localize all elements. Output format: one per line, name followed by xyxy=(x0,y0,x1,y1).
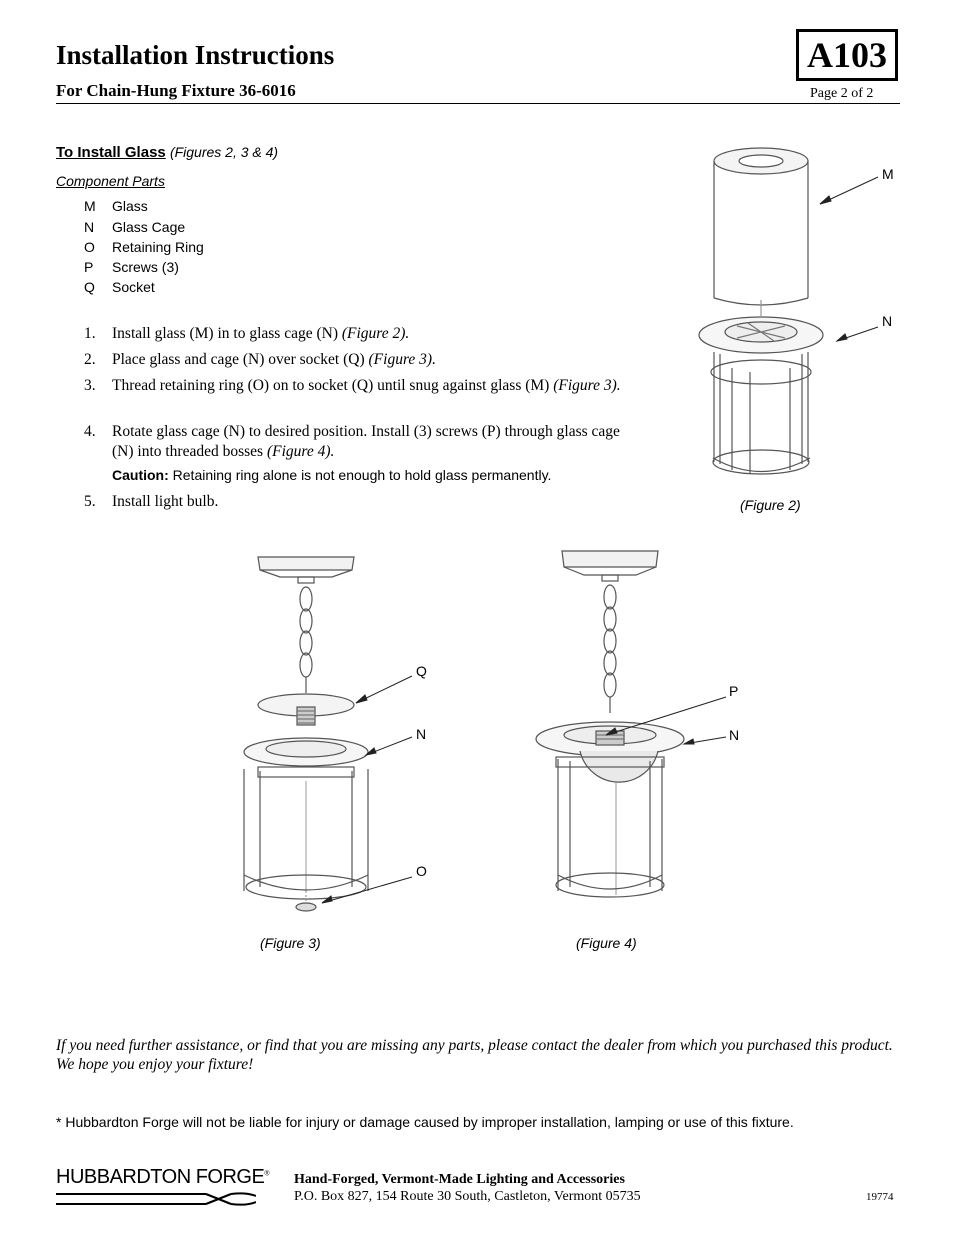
section-heading xyxy=(56,144,278,161)
list-item: M Glass xyxy=(84,198,148,214)
section-figures-ref: (Figures 2, 3 & 4) xyxy=(169,144,279,160)
assistance-note: If you need further assistance, or find that you are missing any parts, please contact the dealer from which you purchased this product. We hope you enjoy your fixture! xyxy=(56,1037,893,1073)
figure-4-illustration xyxy=(530,545,740,915)
step-item: 3. Thread retaining ring (O) on to socket (Q) until snug against glass (M) (Figure 3). xyxy=(84,377,621,394)
figure-3-label-n: N xyxy=(416,726,427,742)
liability-note: * Hubbardton Forge will not be liable for injury or damage caused by improper installation, lamping or use of this fixture. xyxy=(56,1114,794,1130)
logo-text: HUBBARDTON FORGE xyxy=(56,1166,265,1188)
list-item: N Glass Cage xyxy=(84,219,186,235)
figure-2-label-n: N xyxy=(882,313,893,329)
list-item: P Screws (3) xyxy=(84,259,179,275)
document-code: A103 xyxy=(807,35,887,75)
page-number: Page 2 of 2 xyxy=(810,86,874,101)
list-item: O Retaining Ring xyxy=(84,239,204,255)
figure-4-label-n: N xyxy=(729,727,740,743)
document-number: 19774 xyxy=(866,1191,894,1203)
registered-mark: ® xyxy=(264,1170,269,1178)
page-subtitle: For Chain-Hung Fixture 36-6016 xyxy=(56,81,296,100)
logo-hammer-icon xyxy=(56,1190,256,1208)
step-item: 2. Place glass and cage (N) over socket (Q) (Figure 3). xyxy=(84,351,436,368)
section-title: To Install Glass xyxy=(56,144,166,161)
figure-3-label-o: O xyxy=(416,863,427,879)
header-divider xyxy=(56,103,900,104)
company-address: P.O. Box 827, 154 Route 30 South, Castleton, Vermont 05735 xyxy=(294,1189,641,1204)
figure-3-label-q: Q xyxy=(416,663,427,679)
company-tagline: Hand-Forged, Vermont-Made Lighting and Accessories xyxy=(294,1172,625,1187)
components-heading: Component Parts xyxy=(56,173,165,189)
caution-label: Caution: xyxy=(112,467,169,483)
figure-4-label-p: P xyxy=(729,683,739,699)
document-code-box xyxy=(796,29,898,81)
figure-2-caption: (Figure 2) xyxy=(740,497,801,513)
list-item: Q Socket xyxy=(84,279,155,295)
step-item: 5. Install light bulb. xyxy=(84,493,219,510)
caution-note xyxy=(112,467,551,483)
caution-text: Retaining ring alone is not enough to hold glass permanently. xyxy=(172,467,552,483)
figure-3-illustration xyxy=(230,545,430,915)
figure-4-caption: (Figure 4) xyxy=(576,935,637,951)
figure-3-caption: (Figure 3) xyxy=(260,935,321,951)
figure-2-label-m: M xyxy=(882,166,894,182)
step-item: 1. Install glass (M) in to glass cage (N) (Figure 2). xyxy=(84,325,410,342)
step-item: 4. Rotate glass cage (N) to desired position. Install (3) screws (P) through glass cage (N) into threaded bosses (Figure 4). xyxy=(84,423,620,460)
page-title: Installation Instructions xyxy=(56,40,335,70)
company-logo xyxy=(56,1166,269,1189)
